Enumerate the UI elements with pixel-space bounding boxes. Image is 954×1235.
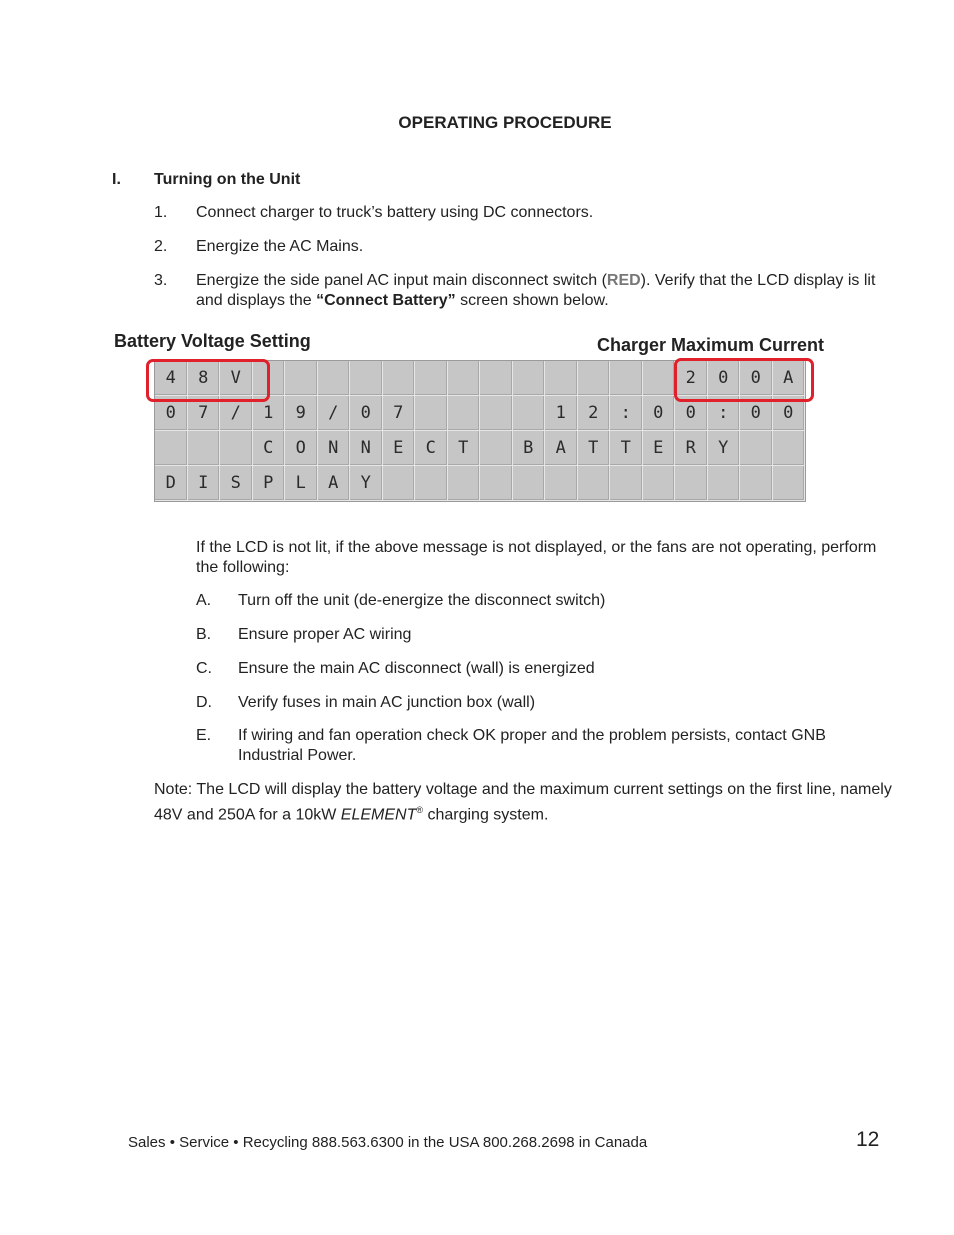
lcd-cell: R [675,431,708,466]
lcd-cell: 7 [383,396,416,431]
lcd-cell [545,466,578,501]
troubleshoot-intro: If the LCD is not lit, if the above message is not displayed, or the fans are not operating, perform the following: [196,539,877,576]
lcd-cell [740,466,773,501]
lcd-cell [155,431,188,466]
lcd-cell [480,361,513,396]
lcd-cell: N [318,431,351,466]
lcd-cell: L [285,466,318,501]
step-1-text: Connect charger to truck’s battery using DC connectors. [196,204,594,221]
red-label: RED [606,272,641,289]
lcd-cell: : [610,396,643,431]
lcd-cell [415,361,448,396]
page-number: 12 [856,1128,880,1151]
lcd-cell [285,361,318,396]
max-current-highlight [674,358,814,402]
lcd-cell: A [773,361,806,396]
lcd-cell [318,361,351,396]
lcd-cell: 0 [773,396,806,431]
lcd-cell: P [253,466,286,501]
lcd-cell: 0 [740,361,773,396]
lcd-cell [513,466,546,501]
lcd-cell [610,361,643,396]
lcd-cell: 0 [155,396,188,431]
page-title: OPERATING PROCEDURE [398,113,612,132]
step-3-number: 3. [154,272,168,289]
lcd-cell [350,361,383,396]
connect-battery-label: “Connect Battery” [316,292,456,309]
lcd-cell [675,466,708,501]
lcd-cell: 2 [675,361,708,396]
lcd-cell [708,466,741,501]
lcd-cell: 9 [285,396,318,431]
lcd-cell [773,466,806,501]
lcd-cell: 0 [675,396,708,431]
lcd-cell [480,396,513,431]
lcd-cell: B [513,431,546,466]
lcd-cell: 0 [740,396,773,431]
lcd-cell [415,396,448,431]
lcd-cell: : [708,396,741,431]
step-2-number: 2. [154,238,168,255]
substep-c-letter: C. [196,660,212,677]
lcd-cell [545,361,578,396]
battery-voltage-highlight [146,359,270,402]
step-3-text-part2: ). Verify that the LCD display is lit and displays the [196,272,876,309]
section-number: I. [112,171,121,188]
lcd-cell [383,361,416,396]
lcd-cell: C [415,431,448,466]
lcd-cell [610,466,643,501]
lcd-cell: T [578,431,611,466]
lcd-cell: 7 [188,396,221,431]
lcd-cell [643,361,676,396]
lcd-cell [415,466,448,501]
lcd-cell: A [545,431,578,466]
lcd-cell: 0 [350,396,383,431]
lcd-cell [773,431,806,466]
lcd-cell: T [448,431,481,466]
lcd-cell: E [643,431,676,466]
lcd-cell: 4 [155,361,188,396]
lcd-cell [448,396,481,431]
element-brand: ELEMENT [340,806,417,824]
lcd-cell [383,466,416,501]
step-1-number: 1. [154,204,168,221]
lcd-cell: A [318,466,351,501]
lcd-cell [220,431,253,466]
lcd-cell: 0 [708,361,741,396]
note-text-part1: Note: The LCD will display the battery voltage and the maximum current settings on the first line, namely 48V and 250A for a 10kW [154,781,892,824]
substep-a-letter: A. [196,592,212,609]
lcd-cell: D [155,466,188,501]
substep-d-text: Verify fuses in main AC junction box (wall) [238,694,536,711]
lcd-cell [643,466,676,501]
step-2-text: Energize the AC Mains. [196,238,364,255]
lcd-cell: / [318,396,351,431]
lcd-cell: / [220,396,253,431]
lcd-cell: 0 [643,396,676,431]
lcd-cell [740,431,773,466]
lcd-cell [188,431,221,466]
lcd-cell [480,431,513,466]
lcd-cell: E [383,431,416,466]
lcd-cell: N [350,431,383,466]
lcd-cell: 1 [253,396,286,431]
footer-contact: Sales • Service • Recycling 888.563.6300 in the USA 800.268.2698 in Canada [128,1134,648,1151]
note-text-part2: charging system. [423,806,549,824]
lcd-cell [480,466,513,501]
note-paragraph [154,780,894,825]
lcd-cell: Y [350,466,383,501]
step-3-text-part3: screen shown below. [455,292,609,309]
lcd-cell: I [188,466,221,501]
lcd-cell [578,361,611,396]
lcd-cell: S [220,466,253,501]
section-title: Turning on the Unit [154,171,301,188]
substep-e-letter: E. [196,727,212,744]
battery-voltage-label: Battery Voltage Setting [114,331,311,351]
substep-e-text: If wiring and fan operation check OK proper and the problem persists, contact GNB Industrial Power. [238,727,826,764]
substep-c-text: Ensure the main AC disconnect (wall) is energized [238,660,595,677]
lcd-cell [448,466,481,501]
lcd-cell: 1 [545,396,578,431]
step-3-text [196,271,896,311]
lcd-cell: C [253,431,286,466]
registered-mark: ® [416,805,424,815]
substep-a-text: Turn off the unit (de-energize the disconnect switch) [238,592,606,609]
lcd-cell: O [285,431,318,466]
substep-d-letter: D. [196,694,212,711]
substep-b-letter: B. [196,626,212,643]
charger-max-current-label: Charger Maximum Current [597,335,825,355]
substep-b-text: Ensure proper AC wiring [238,626,412,643]
lcd-cell: 2 [578,396,611,431]
lcd-cell [513,396,546,431]
lcd-cell [448,361,481,396]
step-3-text-part1: Energize the side panel AC input main disconnect switch ( [196,272,607,289]
lcd-cell: T [610,431,643,466]
lcd-cell: Y [708,431,741,466]
lcd-cell [578,466,611,501]
lcd-cell: 8 [188,361,221,396]
lcd-cell: V [220,361,253,396]
lcd-cell [513,361,546,396]
